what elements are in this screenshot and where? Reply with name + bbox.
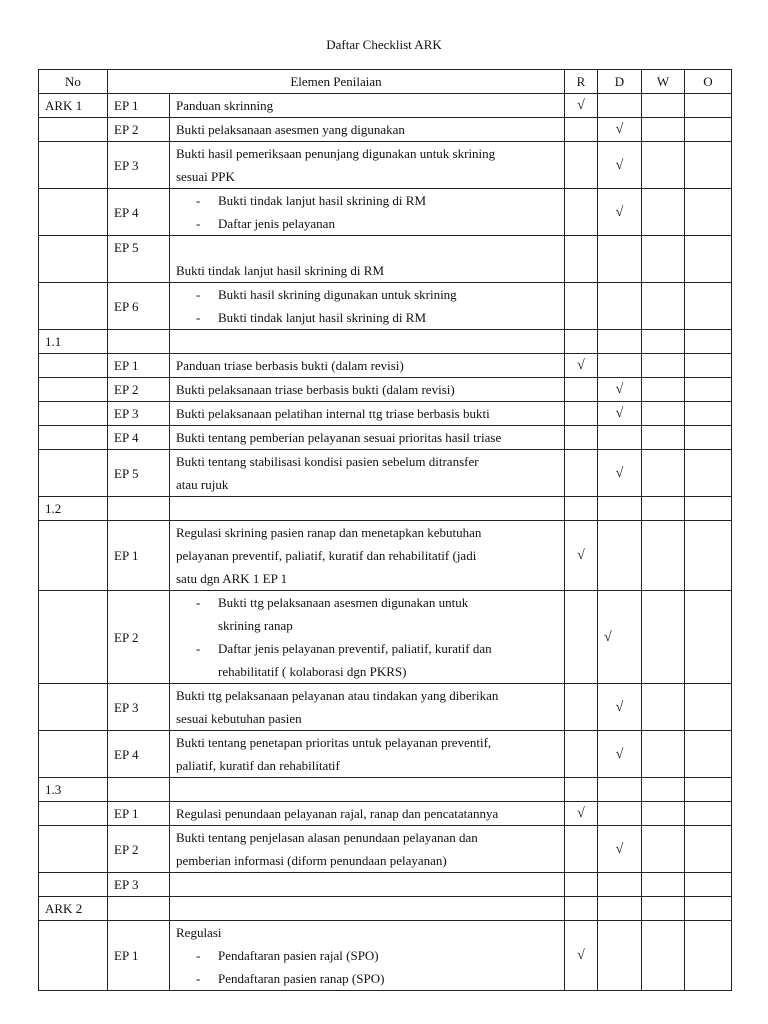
row-elemen (170, 189, 565, 236)
check-d (598, 236, 642, 283)
row-ep: EP 1 (108, 921, 170, 991)
check-o (685, 921, 732, 991)
elemen-line: Panduan skrinning (176, 98, 274, 113)
row-number: ARK 2 (39, 897, 108, 921)
elemen-line: Bukti tentang stabilisasi kondisi pasien sebelum ditransfer (176, 454, 479, 469)
row-number (39, 118, 108, 142)
check-w (642, 591, 685, 684)
row-number (39, 283, 108, 330)
row-number (39, 378, 108, 402)
check-o (685, 450, 732, 497)
row-number (39, 236, 108, 283)
check-w (642, 189, 685, 236)
row-elemen (170, 591, 565, 684)
check-d (598, 921, 642, 991)
check-o (685, 94, 732, 118)
elemen-line: sesuai kebutuhan pasien (176, 711, 302, 726)
check-w (642, 450, 685, 497)
bullet-text: Daftar jenis pelayanan preventif, paliatif, kuratif dan (218, 641, 492, 656)
row-elemen (170, 402, 565, 426)
elemen-line: Bukti pelaksanaan pelatihan internal ttg triase berbasis bukti (176, 406, 490, 421)
check-r (565, 873, 598, 897)
table-row (39, 189, 732, 236)
check-d (598, 426, 642, 450)
check-o (685, 684, 732, 731)
row-ep: EP 3 (108, 142, 170, 189)
row-number (39, 591, 108, 684)
bullet-dash: - (196, 287, 201, 302)
table-row (39, 450, 732, 497)
bullet-item (176, 283, 558, 306)
check-w (642, 873, 685, 897)
header-row (39, 70, 732, 94)
row-number: 1.2 (39, 497, 108, 521)
check-r (565, 826, 598, 873)
check-d: √ (598, 684, 642, 731)
row-ep: EP 6 (108, 283, 170, 330)
elemen-line: Panduan triase berbasis bukti (dalam revisi) (176, 358, 404, 373)
check-o (685, 778, 732, 802)
check-w (642, 378, 685, 402)
row-ep: EP 1 (108, 802, 170, 826)
check-w (642, 426, 685, 450)
row-elemen (170, 426, 565, 450)
table-row (39, 402, 732, 426)
check-d: √ (598, 189, 642, 236)
row-ep: EP 4 (108, 189, 170, 236)
row-elemen (170, 497, 565, 521)
row-ep: EP 2 (108, 826, 170, 873)
check-o (685, 426, 732, 450)
row-elemen (170, 283, 565, 330)
row-number: 1.1 (39, 330, 108, 354)
check-r (565, 426, 598, 450)
bullet-dash: - (196, 595, 201, 610)
check-w (642, 684, 685, 731)
elemen-line: Bukti pelaksanaan triase berbasis bukti (dalam revisi) (176, 382, 455, 397)
check-d: √ (598, 118, 642, 142)
row-ep: EP 4 (108, 731, 170, 778)
document-title: Daftar Checklist ARK (326, 37, 442, 52)
row-ep: EP 4 (108, 426, 170, 450)
check-r: √ (565, 521, 598, 591)
check-d (598, 521, 642, 591)
check-o (685, 497, 732, 521)
table-row (39, 731, 732, 778)
table-row (39, 921, 732, 991)
table-row (39, 283, 732, 330)
check-o (685, 283, 732, 330)
check-d (598, 354, 642, 378)
bullet-item (176, 591, 558, 614)
table-row (39, 142, 732, 189)
check-w (642, 94, 685, 118)
check-o (685, 731, 732, 778)
row-elemen (170, 450, 565, 497)
elemen-line: Bukti pelaksanaan asesmen yang digunakan (176, 122, 405, 137)
check-o (685, 378, 732, 402)
check-r (565, 142, 598, 189)
row-elemen (170, 873, 565, 897)
row-ep: EP 3 (108, 873, 170, 897)
check-d (598, 802, 642, 826)
bullet-item (176, 967, 558, 990)
table-row (39, 591, 732, 684)
check-r (565, 778, 598, 802)
elemen-line: Bukti tentang penetapan prioritas untuk pelayanan preventif, (176, 735, 492, 750)
elemen-line: satu dgn ARK 1 EP 1 (176, 571, 288, 586)
check-r: √ (565, 354, 598, 378)
check-w (642, 731, 685, 778)
row-ep: EP 3 (108, 402, 170, 426)
check-w (642, 118, 685, 142)
check-r (565, 283, 598, 330)
row-elemen (170, 236, 565, 283)
row-elemen (170, 94, 565, 118)
check-r (565, 450, 598, 497)
check-o (685, 330, 732, 354)
table-row (39, 354, 732, 378)
check-d (598, 873, 642, 897)
row-number: ARK 1 (39, 94, 108, 118)
elemen-line (176, 330, 558, 353)
table-row (39, 497, 732, 521)
check-d: √ (598, 378, 642, 402)
header-no: No (39, 70, 108, 94)
check-w (642, 897, 685, 921)
check-d: √ (598, 826, 642, 873)
check-r (565, 591, 598, 684)
checklist-table (38, 69, 732, 991)
check-d (598, 778, 642, 802)
elemen-line (176, 897, 558, 920)
bullet-dash: - (196, 948, 201, 963)
check-d (598, 897, 642, 921)
table-row (39, 118, 732, 142)
check-o (685, 826, 732, 873)
elemen-line: Bukti ttg pelaksanaan pelayanan atau tindakan yang diberikan (176, 688, 499, 703)
check-w (642, 236, 685, 283)
elemen-line (176, 873, 558, 896)
row-ep (108, 778, 170, 802)
row-ep (108, 497, 170, 521)
elemen-line (176, 497, 558, 520)
row-elemen (170, 354, 565, 378)
bullet-text: Bukti tindak lanjut hasil skrining di RM (218, 193, 426, 208)
row-number (39, 450, 108, 497)
check-w (642, 283, 685, 330)
check-d: √ (598, 731, 642, 778)
check-d: √ (598, 402, 642, 426)
table-row (39, 330, 732, 354)
row-number (39, 189, 108, 236)
elemen-line: atau rujuk (176, 477, 229, 492)
check-r (565, 402, 598, 426)
check-o (685, 402, 732, 426)
row-elemen (170, 778, 565, 802)
row-elemen (170, 521, 565, 591)
elemen-line: Bukti tindak lanjut hasil skrining di RM (176, 263, 384, 278)
check-w (642, 354, 685, 378)
table-row (39, 802, 732, 826)
bullet-text: Bukti hasil skrining digunakan untuk skrining (218, 287, 457, 302)
check-w (642, 802, 685, 826)
row-number (39, 402, 108, 426)
row-number (39, 684, 108, 731)
check-o (685, 118, 732, 142)
check-d (598, 94, 642, 118)
table-row (39, 778, 732, 802)
bullet-text: Bukti tindak lanjut hasil skrining di RM (218, 310, 426, 325)
header-r: R (565, 70, 598, 94)
row-elemen (170, 826, 565, 873)
check-o (685, 897, 732, 921)
bullet-item (176, 189, 558, 212)
check-o (685, 591, 732, 684)
check-r: √ (565, 802, 598, 826)
row-number (39, 731, 108, 778)
check-r (565, 189, 598, 236)
bullet-dash: - (196, 310, 201, 325)
bullet-text: Pendaftaran pasien rajal (SPO) (218, 948, 379, 963)
elemen-line: Bukti hasil pemeriksaan penunjang digunakan untuk skrining (176, 146, 496, 161)
check-w (642, 826, 685, 873)
check-r (565, 330, 598, 354)
elemen-line: Bukti tentang penjelasan alasan penundaan pelayanan dan (176, 830, 478, 845)
bullet-item (176, 944, 558, 967)
elemen-line: Regulasi skrining pasien ranap dan menetapkan kebutuhan (176, 525, 482, 540)
elemen-line: Regulasi penundaan pelayanan rajal, ranap dan pencatatannya (176, 806, 499, 821)
header-elemen: Elemen Penilaian (108, 70, 565, 94)
row-number (39, 521, 108, 591)
check-w (642, 921, 685, 991)
row-elemen (170, 330, 565, 354)
table-row (39, 873, 732, 897)
row-ep: EP 1 (108, 521, 170, 591)
table-row (39, 897, 732, 921)
check-r (565, 731, 598, 778)
header-w: W (642, 70, 685, 94)
row-elemen (170, 802, 565, 826)
elemen-line: pelayanan preventif, paliatif, kuratif dan rehabilitatif (jadi (176, 548, 477, 563)
header-d: D (598, 70, 642, 94)
bullet-dash: - (196, 193, 201, 208)
row-elemen (170, 378, 565, 402)
bullet-text: Pendaftaran pasien ranap (SPO) (218, 971, 385, 986)
check-r (565, 118, 598, 142)
bullet-item (176, 637, 558, 660)
row-number (39, 921, 108, 991)
check-d (598, 330, 642, 354)
elemen-line (176, 236, 558, 259)
row-number (39, 354, 108, 378)
check-r: √ (565, 921, 598, 991)
row-number (39, 802, 108, 826)
table-row (39, 684, 732, 731)
check-o (685, 142, 732, 189)
row-elemen (170, 142, 565, 189)
table-row (39, 426, 732, 450)
row-ep: EP 5 (108, 450, 170, 497)
header-o: O (685, 70, 732, 94)
row-ep: EP 1 (108, 94, 170, 118)
check-r (565, 497, 598, 521)
table-row (39, 378, 732, 402)
check-d (598, 283, 642, 330)
row-elemen (170, 897, 565, 921)
check-r (565, 684, 598, 731)
check-r (565, 378, 598, 402)
check-o (685, 236, 732, 283)
check-r: √ (565, 94, 598, 118)
bullet-dash: - (196, 216, 201, 231)
check-w (642, 330, 685, 354)
elemen-line: Regulasi (176, 925, 222, 940)
check-w (642, 402, 685, 426)
bullet-dash: - (196, 641, 201, 656)
elemen-line: sesuai PPK (176, 169, 235, 184)
row-elemen (170, 731, 565, 778)
table-row (39, 826, 732, 873)
elemen-line: pemberian informasi (diform penundaan pelayanan) (176, 853, 447, 868)
check-o (685, 873, 732, 897)
bullet-text: Bukti ttg pelaksanaan asesmen digunakan untuk (218, 595, 469, 610)
row-ep: EP 2 (108, 378, 170, 402)
check-r (565, 897, 598, 921)
row-elemen (170, 118, 565, 142)
row-ep: EP 2 (108, 591, 170, 684)
table-row (39, 94, 732, 118)
row-ep (108, 897, 170, 921)
check-w (642, 142, 685, 189)
row-number: 1.3 (39, 778, 108, 802)
check-d (598, 497, 642, 521)
elemen-line: Bukti tentang pemberian pelayanan sesuai prioritas hasil triase (176, 430, 502, 445)
row-elemen (170, 921, 565, 991)
row-number (39, 426, 108, 450)
check-o (685, 802, 732, 826)
check-o (685, 521, 732, 591)
bullet-text: Daftar jenis pelayanan (218, 216, 335, 231)
check-d: √ (598, 142, 642, 189)
check-w (642, 778, 685, 802)
bullet-item (176, 212, 558, 235)
bullet-item (176, 306, 558, 329)
row-ep: EP 1 (108, 354, 170, 378)
row-ep: EP 2 (108, 118, 170, 142)
check-d: √ (598, 591, 642, 684)
elemen-line: skrining ranap (218, 618, 293, 633)
row-elemen (170, 684, 565, 731)
elemen-line: paliatif, kuratif dan rehabilitatif (176, 758, 340, 773)
row-number (39, 826, 108, 873)
check-r (565, 236, 598, 283)
row-number (39, 142, 108, 189)
row-ep: EP 5 (108, 236, 170, 283)
row-ep: EP 3 (108, 684, 170, 731)
check-w (642, 521, 685, 591)
bullet-dash: - (196, 971, 201, 986)
check-o (685, 189, 732, 236)
check-d: √ (598, 450, 642, 497)
elemen-line: rehabilitatif ( kolaborasi dgn PKRS) (218, 664, 407, 679)
row-number (39, 873, 108, 897)
table-row (39, 521, 732, 591)
elemen-line (176, 778, 558, 801)
table-row (39, 236, 732, 283)
check-o (685, 354, 732, 378)
check-w (642, 497, 685, 521)
row-ep (108, 330, 170, 354)
